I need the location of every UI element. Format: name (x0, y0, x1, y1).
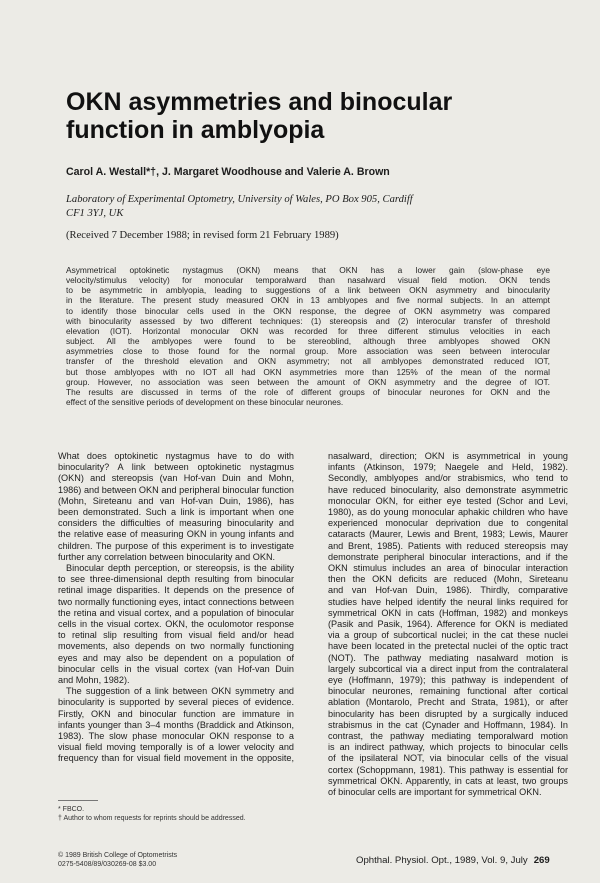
body-line: symmetrical OKN. Apparently, in cats at least, two groups (328, 775, 568, 786)
body-line: two normally functioning eyes, intact connections between (58, 596, 294, 607)
footnote-divider (58, 800, 98, 801)
footnote: * FBCO. (58, 806, 85, 813)
body-line: and Mohn, 1982). (58, 675, 130, 686)
abstract-line: Asymmetrical optokinetic nystagmus (OKN) means that OKN has a lower gain (slow-phase eye (66, 265, 550, 275)
journal-footer (356, 855, 576, 866)
body-line: further any correlation between binocularity and OKN. (58, 551, 276, 562)
body-line: ablation (Montarolo, Precht and Strata, 1981), or after (328, 697, 568, 708)
abstract-line: with binocularity assessed by two different techniques: (1) stereopsis and (2) interocular transfer of threshold (66, 315, 550, 326)
body-line: binocularity? A link between optokinetic nystagmus (58, 462, 294, 473)
abstract-line: to be asymmetric in amblyopia, leading to suggestions of a link between OKN asymmetry and binocularity (66, 285, 550, 296)
body-line: binocular neurones, remaining functional after cortical (328, 686, 568, 697)
footnotes (58, 805, 308, 823)
body-line: to retinal slip resulting from visual field and/or head (58, 630, 294, 641)
body-line: binocularity has been disrupted by a surgically induced (328, 708, 568, 719)
body-line: cells in the visual cortex. OKN, the oculomotor response (58, 619, 294, 630)
abstract-line: The results are discussed in terms of the role of different groups of binocular neurones for OKN and the (66, 386, 550, 397)
body-line: eyes and may also be dependent on a population of (58, 652, 294, 663)
body-line: children. The purpose of this experiment is to investigate (58, 540, 294, 551)
abstract-line: to identify those binocular cells used in the OKN response, the degree of OKN asymmetry was compared (66, 305, 550, 316)
body-line: eye (Hoffmann, 1979); this pathway is independent of (328, 675, 568, 686)
page-number: 269 (533, 855, 550, 866)
body-line: of binocular cells are important for symmetrical OKN. (328, 787, 542, 798)
body-line: contrast, the pathway mediating temporalward motion (328, 731, 568, 742)
body-line: binocular cells in the visual cortex (van Hof-van Duin (58, 663, 294, 674)
body-line: the retina and visual cortex, and a population of binocular (58, 607, 294, 618)
footnote: † Author to whom requests for reprints should be addressed. (58, 815, 246, 822)
abstract-line: velocity/stimulus velocity) for monocular temporalward than nasalward visual field motion. OKN tends (66, 275, 550, 286)
body-line: symmetrical OKN in cats (Hoffman, 1982) and monkeys (328, 607, 568, 618)
copyright-line: © 1989 British College of Optometrists (58, 852, 178, 859)
affiliation-line: CF1 3YJ, UK (66, 207, 124, 219)
article-title (66, 88, 546, 144)
author-list: Carol A. Westall*†, J. Margaret Woodhouse and Valerie A. Brown (66, 166, 390, 178)
body-column-right (328, 451, 568, 798)
abstract-line: in the literature. The present study measured OKN in 13 amblyopes and five normal subjects. In an attempt (66, 295, 550, 306)
affiliation-line: Laboratory of Experimental Optometry, University of Wales, PO Box 905, Cardiff (66, 194, 413, 205)
abstract-line: elevation (IOT). Horizontal monocular OKN was recorded for three different stimulus velocities in each (66, 325, 550, 336)
body-line: been demonstrated. Such a link is important when one (58, 507, 294, 518)
body-line: Secondly, amblyopes and/or strabismics, who tend to (328, 473, 568, 484)
copyright-notice (58, 851, 308, 869)
body-line: binocularity is supported by several pieces of evidence. (58, 697, 294, 708)
copyright-line: 0275-5408/89/030269-08 $3.00 (58, 861, 157, 868)
body-line: via a group of subcortical nuclei; in the cat these nuclei (328, 630, 568, 641)
body-line: monocular OKN, for either eye tested (Schor and Levi, (328, 495, 568, 506)
body-line: What does optokinetic nystagmus have to do with (58, 451, 294, 461)
body-line: Binocular depth perception, or stereopsis, is the ability (66, 563, 294, 574)
body-line: is an indirect pathway, which projects to binocular cells (328, 742, 568, 753)
journal-citation: Ophthal. Physiol. Opt., 1989, Vol. 9, July (356, 855, 528, 866)
body-line: Firstly, OKN and binocular function are immature in (58, 708, 294, 719)
body-line: (Pasik and Pasik, 1964). Afference for OKN is mediated (328, 619, 568, 630)
title-line: OKN asymmetries and binocular (66, 88, 453, 116)
body-line: visual field moving temporally is of a lower velocity and (58, 742, 294, 753)
body-line: movements, also depends on two normally functioning (58, 641, 294, 652)
body-line: cortex (Schoppmann, 1981). This pathway is essential for (328, 764, 568, 775)
body-line: experienced monocular deprivation due to congenital (328, 518, 568, 529)
body-line: to see three-dimensional depth resulting from binocular (58, 574, 294, 585)
body-line: considers the difficulties of measuring binocularity and (58, 518, 294, 529)
body-line: studies have helped identify the neural links required for (328, 596, 568, 607)
body-line: have been located in the pretectal nuclei of the optic tract (328, 641, 568, 652)
body-line: then the OKN deficits are reduced (Mohn, Sireteanu (328, 574, 568, 585)
body-line: infants (Atkinson, 1979; Naegele and Held, 1982). (328, 462, 568, 473)
body-line: OKN stimulus includes an area of binocular interaction (328, 563, 568, 574)
body-line: cataracts (Maurer, Lewis and Brent, 1983; Lewis, Maurer (328, 529, 568, 540)
abstract-line: asymmetries close to those found for the normal group. More association was seen between interocular (66, 346, 550, 357)
body-line: (OKN) and stereopsis (van Hof-van Duin and Mohn, (58, 473, 294, 484)
body-line: have reduced binocularity, also demonstrate asymmetric (328, 484, 568, 495)
affiliation (66, 193, 546, 220)
body-line: and Brent, 1985). Patients with reduced stereopsis may (328, 540, 568, 551)
body-line: 1980), as do young monocular aphakic children who have (328, 507, 568, 518)
body-line: (Mohn, Sireteanu and van Hof-van Duin, 1986), has (58, 495, 294, 506)
abstract-line: group. However, no association was seen between the amount of OKN asymmetry and the degree of IOT. (66, 376, 550, 387)
body-line: 1986) and between OKN and peripheral binocular function (58, 484, 294, 495)
body-line: (NOT). The pathway mediating nasalward motion is (328, 652, 568, 663)
body-line: of the ipsilateral NOT, via binocular cells of the visual (328, 753, 568, 764)
received-dates: (Received 7 December 1988; in revised form 21 February 1989) (66, 230, 339, 241)
title-line: function in amblyopia (66, 116, 325, 144)
abstract-line: effect of the sensitive periods of development on these binocular neurones. (66, 397, 344, 408)
body-line: largely subcortical via a direct input from the contralateral (328, 663, 568, 674)
body-line: strabismus in the cat (Cynader and Hoffmann, 1984). In (328, 719, 568, 730)
body-line: 1983). The slow phase monocular OKN response to a (58, 731, 294, 742)
body-line: the relative ease of measuring OKN in young infants and (58, 529, 294, 540)
body-line: retinal image disparities. It depends on the presence of (58, 585, 294, 596)
body-line: demonstrate peripheral binocular interactions, and if the (328, 551, 568, 562)
body-line: nasalward, direction; OKN is asymmetrical in young (328, 451, 568, 461)
body-line: The suggestion of a link between OKN symmetry and (66, 686, 294, 697)
abstract-line: subject. All the amblyopes were found to be stereoblind, although three amblyopes showed OKN (66, 336, 550, 347)
abstract-line: but those amblyopes with no IOT all had OKN asymmetries more than 125% of the mean of the normal (66, 366, 550, 377)
body-line: and van Hof-van Duin, 1986). Thirdly, comparative (328, 585, 568, 596)
body-line: infants younger than 3–4 months (Braddick and Atkinson, (58, 719, 294, 730)
body-column-left (58, 451, 294, 765)
abstract (66, 265, 550, 407)
body-line: frequency than for visual field movement in the opposite, (58, 753, 294, 764)
abstract-line: transfer of the threshold elevation and OKN asymmetry; not all amblyopes demonstrated reduced IOT, (66, 356, 550, 367)
